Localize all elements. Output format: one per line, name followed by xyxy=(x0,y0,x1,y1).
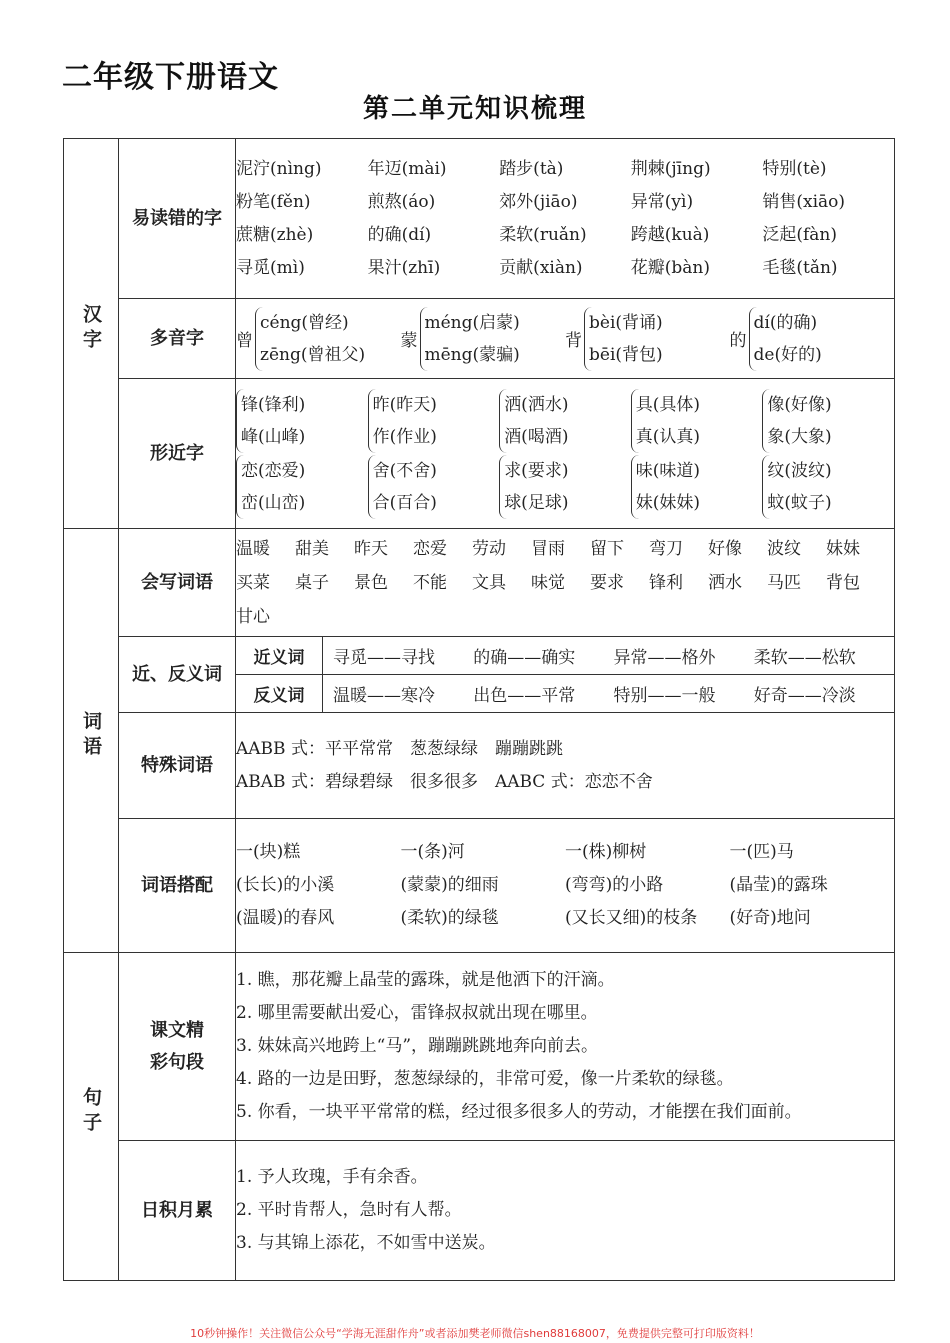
write-word: 背包 xyxy=(826,572,860,593)
category-label: 词语 xyxy=(80,710,102,761)
antonym-pair: 特别——一般 xyxy=(613,686,716,706)
similar-word: 求(要求) xyxy=(504,460,569,481)
similar-pair xyxy=(499,455,631,519)
syn-ant-content xyxy=(236,637,895,713)
similar-pair xyxy=(499,389,631,453)
similar-brace xyxy=(762,455,894,519)
special-words-content xyxy=(236,713,895,819)
footer-note: 10秒钟操作！关注微信公众号“学海无涯甜作舟”或者添加樊老师微信shen88168007，免费提供完整可打印版资料！ xyxy=(190,1327,760,1340)
polyphonic-char: 的 xyxy=(729,331,747,351)
misread-word: 柔软(ruǎn) xyxy=(499,224,587,245)
category-label: 汉字 xyxy=(80,303,102,354)
misread-word: 煎熬(áo) xyxy=(367,191,436,212)
similar-word: 纹(波纹) xyxy=(767,460,832,481)
reading-a: bèi(背诵) xyxy=(589,312,663,333)
misread-word: 跨越(kuà) xyxy=(630,224,710,245)
write-word: 洒水 xyxy=(708,572,742,593)
write-word: 买菜 xyxy=(236,572,270,593)
similar-brace xyxy=(631,455,763,519)
reading-b: bēi(背包) xyxy=(589,344,663,365)
misread-row xyxy=(236,219,894,252)
daily-content xyxy=(236,1141,895,1281)
similar-pair xyxy=(236,455,368,519)
polyphonic-readings xyxy=(749,307,822,371)
similar-chars-content xyxy=(236,379,895,529)
category-label: 句子 xyxy=(80,1086,102,1137)
misread-word: 毛毯(tǎn) xyxy=(762,257,838,278)
collocation-item: (又长又细)的枝条 xyxy=(565,908,698,928)
label-collocation: 词语搭配 xyxy=(119,819,236,953)
collocation-item: (温暖)的春风 xyxy=(236,908,335,928)
reading-a: méng(启蒙) xyxy=(424,312,520,333)
polyphonic-char: 蒙 xyxy=(400,331,418,351)
collocation-row xyxy=(236,836,894,869)
excellent-sentence: 2. 哪里需要献出爱心，雷锋叔叔就出现在哪里。 xyxy=(236,1003,598,1023)
polyphonic-char: 曾 xyxy=(236,331,253,351)
excellent-sentence: 5. 你看，一块平平常常的糕，经过很多很多人的劳动，才能摆在我们面前。 xyxy=(236,1102,802,1122)
write-word: 要求 xyxy=(590,572,624,593)
synonym-pair: 寻觅——寻找 xyxy=(333,648,435,668)
label-write-words: 会写词语 xyxy=(119,529,236,637)
collocation-content xyxy=(236,819,895,953)
polyphonic-group xyxy=(565,307,730,371)
similar-pair xyxy=(368,389,500,453)
similar-brace xyxy=(499,389,631,453)
reading-b: zēng(曾祖父) xyxy=(260,344,366,365)
misread-word: 踏步(tà) xyxy=(499,158,564,179)
polyphonic-char: 背 xyxy=(565,331,582,351)
write-word: 好像 xyxy=(708,538,742,559)
label-syn-ant: 近、反义词 xyxy=(119,637,236,713)
misread-word: 果汁(zhī) xyxy=(367,257,441,278)
excellent-label-line2: 彩句段 xyxy=(150,1051,204,1073)
synonym-label: 近义词 xyxy=(236,637,323,674)
similar-pair xyxy=(631,455,763,519)
misread-row xyxy=(236,186,894,219)
write-word: 昨天 xyxy=(354,538,388,559)
similar-word: 蚊(蚊子) xyxy=(767,492,832,513)
similar-word: 具(具体) xyxy=(635,394,701,415)
write-word: 马匹 xyxy=(767,572,801,593)
similar-word: 恋(恋爱) xyxy=(241,460,306,481)
similar-row xyxy=(236,455,894,519)
antonym-pair: 温暖——寒冷 xyxy=(333,686,435,706)
similar-pair xyxy=(762,455,894,519)
synonym-pair: 柔软——松软 xyxy=(753,648,856,668)
collocation-row xyxy=(236,902,894,935)
similar-word: 味(味道) xyxy=(635,460,701,481)
collocation-item: (弯弯)的小路 xyxy=(565,875,664,895)
collocation-row xyxy=(236,869,894,902)
misread-word: 泛起(fàn) xyxy=(762,224,838,245)
similar-word: 峦(山峦) xyxy=(241,492,306,513)
daily-sentence: 3. 与其锦上添花，不如雪中送炭。 xyxy=(236,1233,496,1253)
label-daily-accumulation: 日积月累 xyxy=(119,1141,236,1281)
collocation-item: (蒙蒙)的细雨 xyxy=(400,875,499,895)
write-words-content xyxy=(236,529,895,637)
synonym-pair: 的确——确实 xyxy=(473,648,576,668)
similar-pair xyxy=(631,389,763,453)
similar-pair xyxy=(368,455,500,519)
knowledge-table xyxy=(63,138,895,1281)
collocation-item: 一(条)河 xyxy=(400,842,465,862)
similar-word: 昨(昨天) xyxy=(372,394,437,415)
similar-word: 峰(山峰) xyxy=(241,426,306,447)
label-excellent-sentences xyxy=(119,953,236,1141)
write-word: 景色 xyxy=(354,572,388,593)
polyphonic-content xyxy=(236,299,895,379)
write-word: 劳动 xyxy=(472,538,506,559)
write-word: 波纹 xyxy=(767,538,801,559)
label-polyphonic: 多音字 xyxy=(119,299,236,379)
write-word: 不能 xyxy=(413,572,447,593)
category-hanzi xyxy=(64,139,119,529)
misread-word: 郊外(jiāo) xyxy=(499,191,578,212)
misread-word: 特别(tè) xyxy=(762,158,827,179)
similar-word: 象(大象) xyxy=(767,426,832,447)
misread-word: 蔗糖(zhè) xyxy=(236,224,314,245)
misread-word: 寻觅(mì) xyxy=(236,257,305,278)
similar-word: 合(百合) xyxy=(372,492,437,513)
special-line-1: AABB 式：平平常常 葱葱绿绿 蹦蹦跳跳 xyxy=(236,738,563,759)
similar-brace xyxy=(368,389,500,453)
similar-brace xyxy=(631,389,763,453)
reading-b: de(好的) xyxy=(753,344,822,365)
collocation-item: (好奇)地问 xyxy=(729,908,811,928)
polyphonic-group xyxy=(401,307,566,371)
polyphonic-readings xyxy=(420,307,520,371)
antonym-label: 反义词 xyxy=(236,675,323,712)
similar-brace xyxy=(236,389,368,453)
similar-word: 作(作业) xyxy=(372,426,437,447)
misread-word: 的确(dí) xyxy=(367,224,432,245)
polyphonic-group xyxy=(236,307,401,371)
collocation-item: 一(匹)马 xyxy=(729,842,794,862)
write-word: 桌子 xyxy=(295,572,329,593)
excellent-sentences-content xyxy=(236,953,895,1141)
polyphonic-group xyxy=(730,307,895,371)
write-word: 妹妹 xyxy=(826,538,860,559)
excellent-sentence: 3. 妹妹高兴地跨上“马”，蹦蹦跳跳地奔向前去。 xyxy=(236,1036,599,1056)
excellent-sentence: 1. 瞧，那花瓣上晶莹的露珠，就是他洒下的汗滴。 xyxy=(236,970,615,990)
write-word: 甜美 xyxy=(295,538,329,559)
write-word: 留下 xyxy=(590,538,624,559)
collocation-item: 一(株)柳树 xyxy=(565,842,647,862)
collocation-item: (晶莹)的露珠 xyxy=(729,875,828,895)
reading-a: céng(曾经) xyxy=(260,312,349,333)
collocation-item: 一(块)糕 xyxy=(236,842,301,862)
misread-word: 销售(xiāo) xyxy=(762,191,846,212)
excellent-label-line1: 课文精 xyxy=(150,1019,204,1041)
similar-word: 酒(喝酒) xyxy=(504,426,569,447)
similar-word: 像(好像) xyxy=(767,394,832,415)
misread-word: 年迈(mài) xyxy=(367,158,447,179)
similar-word: 舍(不舍) xyxy=(372,460,437,481)
write-word: 锋利 xyxy=(649,572,683,593)
label-easy-misread: 易读错的字 xyxy=(119,139,236,299)
polyphonic-readings xyxy=(255,307,365,371)
excellent-sentence: 4. 路的一边是田野，葱葱绿绿的，非常可爱，像一片柔软的绿毯。 xyxy=(236,1069,734,1089)
collocation-item: (柔软)的绿毯 xyxy=(400,908,499,928)
reading-a: dí(的确) xyxy=(753,312,818,333)
daily-sentence: 1. 予人玫瑰，手有余香。 xyxy=(236,1167,428,1187)
write-word: 恋爱 xyxy=(413,538,447,559)
similar-brace xyxy=(499,455,631,519)
write-word: 冒雨 xyxy=(531,538,565,559)
misread-word: 贡献(xiàn) xyxy=(499,257,583,278)
similar-word: 球(足球) xyxy=(504,492,569,513)
write-word: 甘心 xyxy=(236,606,270,627)
daily-sentence: 2. 平时肯帮人，急时有人帮。 xyxy=(236,1200,462,1220)
similar-brace xyxy=(236,455,368,519)
similar-word: 洒(洒水) xyxy=(504,394,569,415)
write-word: 文具 xyxy=(472,572,506,593)
polyphonic-readings xyxy=(584,307,663,371)
special-line-2: ABAB 式：碧绿碧绿 很多很多 AABC 式：恋恋不舍 xyxy=(236,771,653,792)
label-special-words: 特殊词语 xyxy=(119,713,236,819)
similar-word: 真(认真) xyxy=(635,426,701,447)
write-word: 弯刀 xyxy=(649,538,683,559)
misread-word: 花瓣(bàn) xyxy=(630,257,711,278)
misread-word: 粉笔(fěn) xyxy=(236,191,311,212)
similar-brace xyxy=(762,389,894,453)
similar-word: 锋(锋利) xyxy=(241,394,306,415)
similar-pair xyxy=(762,389,894,453)
write-word: 味觉 xyxy=(531,572,565,593)
similar-brace xyxy=(368,455,500,519)
similar-row xyxy=(236,389,894,453)
antonym-pair: 好奇——冷淡 xyxy=(753,686,856,706)
category-juzi xyxy=(64,953,119,1281)
misread-word: 异常(yì) xyxy=(630,191,694,212)
category-ciyu xyxy=(64,529,119,953)
misread-row xyxy=(236,153,894,186)
label-similar-chars: 形近字 xyxy=(119,379,236,529)
antonym-pair: 出色——平常 xyxy=(473,686,576,706)
synonym-pair: 异常——格外 xyxy=(613,648,716,668)
similar-pair xyxy=(236,389,368,453)
page-header-title: 二年级下册语文 xyxy=(62,60,279,95)
misread-row xyxy=(236,252,894,285)
easy-misread-content xyxy=(236,139,895,299)
misread-word: 泥泞(nìng) xyxy=(236,158,322,179)
unit-title: 第二单元知识梳理 xyxy=(362,94,587,124)
collocation-item: (长长)的小溪 xyxy=(236,875,335,895)
misread-word: 荆棘(jīng) xyxy=(630,158,711,179)
reading-b: mēng(蒙骗) xyxy=(424,344,520,365)
similar-word: 妹(妹妹) xyxy=(635,492,701,513)
write-word: 温暖 xyxy=(236,538,270,559)
